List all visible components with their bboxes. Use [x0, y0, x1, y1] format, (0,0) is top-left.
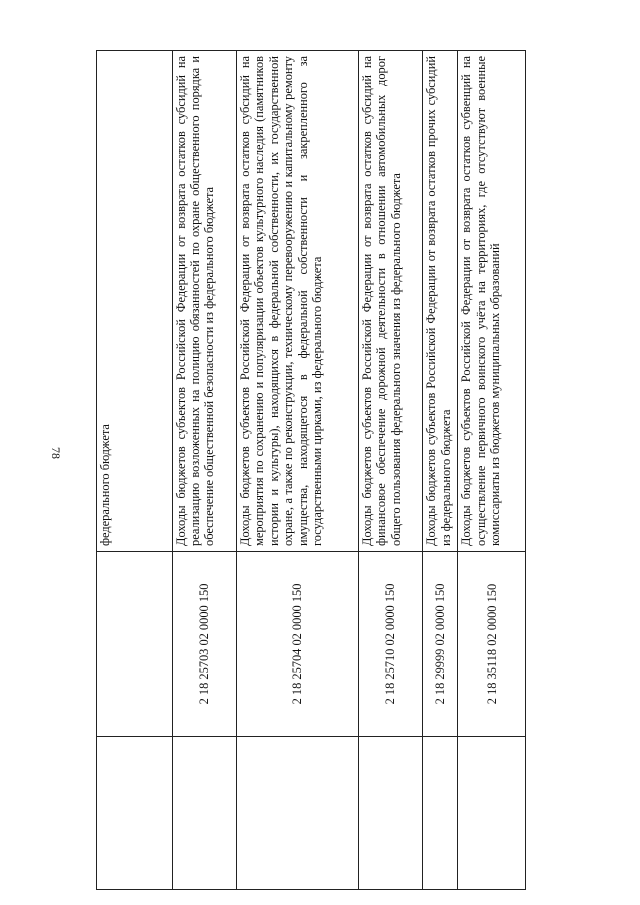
- empty-cell: [236, 737, 358, 890]
- code-cell: 2 18 25704 02 0000 150: [236, 552, 358, 737]
- description-cell: Доходы бюджетов субъектов Российской Федерации от возврата остатков субсидий на финансовое обеспечение дорожной деятельности в отношении автомобильных дорог общего пользования федерального значения из федерального бюджета: [358, 51, 422, 552]
- table-row: [172, 51, 236, 890]
- description-cell: Доходы бюджетов субъектов Российской Федерации от возврата остатков субсидий на мероприятия по сохранению и популяризации объектов культурного наследия (памятников истории и культуры), находящихся в федеральной собственности, их государственной охране, а также по реконструкции, техническому перевооружению и капитальному ремонту имущества, находящегося в федеральной собственности и закрепленного за государственными цирками, из федерального бюджета: [236, 51, 358, 552]
- description-cell: федерального бюджета: [97, 51, 173, 552]
- page-number: 78: [49, 447, 63, 459]
- table-row: [97, 51, 173, 890]
- empty-cell: [458, 737, 526, 890]
- empty-cell: [358, 737, 422, 890]
- income-codes-table-rotated: [96, 50, 526, 890]
- code-cell: 2 18 35118 02 0000 150: [458, 552, 526, 737]
- description-cell: Доходы бюджетов субъектов Российской Федерации от возврата остатков прочих субсидий из федерального бюджета: [423, 51, 458, 552]
- description-cell: Доходы бюджетов субъектов Российской Федерации от возврата остатков субвенций на осуществление первичного воинского учёта на территориях, где отсутствуют военные комиссариаты из бюджетов муниципальных образований: [458, 51, 526, 552]
- code-cell: 2 18 25710 02 0000 150: [358, 552, 422, 737]
- table-row: [236, 51, 358, 890]
- code-cell: 2 18 25703 02 0000 150: [172, 552, 236, 737]
- empty-cell: [423, 737, 458, 890]
- description-cell: Доходы бюджетов субъектов Российской Федерации от возврата остатков субсидий на реализацию возложенных на полицию обязанностей по охране общественного порядка и обеспечение общественной безопасности из федерального бюджета: [172, 51, 236, 552]
- code-cell: 2 18 29999 02 0000 150: [423, 552, 458, 737]
- table-row: [358, 51, 422, 890]
- empty-cell: [97, 737, 173, 890]
- income-codes-table: [96, 50, 526, 890]
- table-row: [423, 51, 458, 890]
- table-row: [458, 51, 526, 890]
- empty-cell: [172, 737, 236, 890]
- code-cell: [97, 552, 173, 737]
